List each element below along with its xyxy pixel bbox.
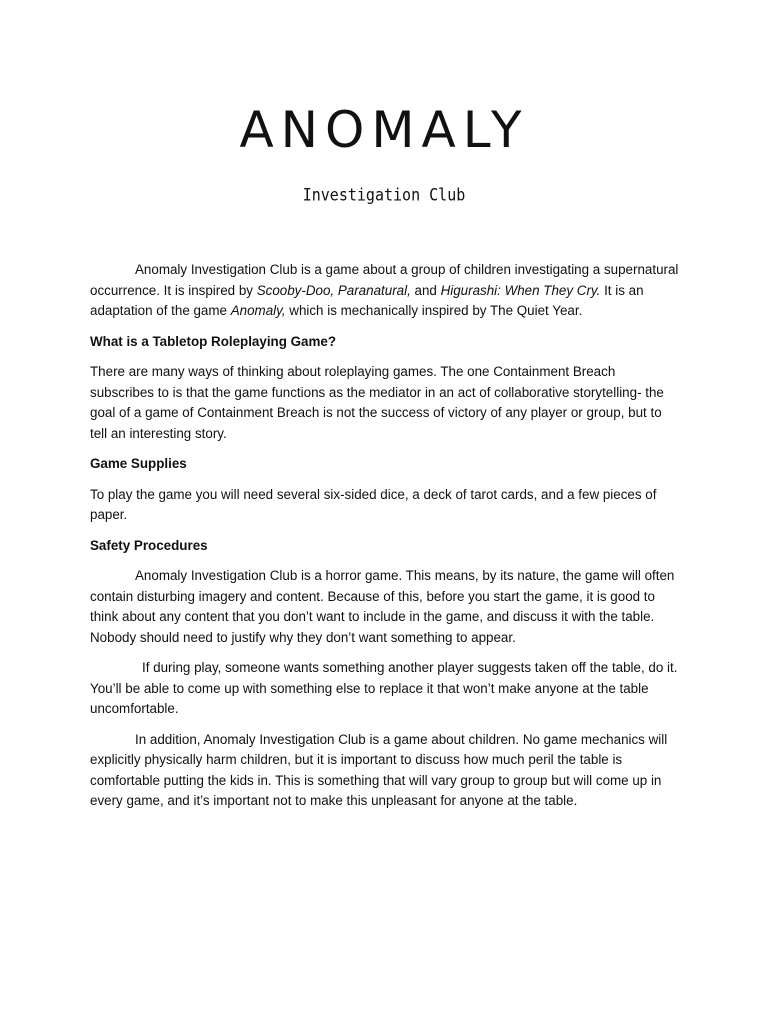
safety-paragraph-1: Anomaly Investigation Club is a horror game. This means, by its nature, the game will often contain disturbing imagery and content. Because of this, before you start the game, it is good to think about any content that you don’t want to include in the game, and discuss it with the table. Nobody should need to justify why they don’t want something to appear. (90, 568, 675, 645)
intro-text-2: and (410, 282, 441, 298)
safety-paragraph-2: If during play, someone wants something another player suggests taken off the table, do it. You’ll be able to come up with something else to replace it that won’t make anyone at the table uncomfortable. (90, 660, 678, 716)
intro-text-4: which is mechanically inspired by The Quiet Year. (285, 303, 583, 318)
intro-italic-1: Scooby-Doo, Paranatural, (256, 282, 411, 298)
intro-italic-2: Higurashi: When They Cry. (440, 282, 601, 298)
supplies-paragraph: To play the game you will need several six-sided dice, a deck of tarot cards, and a few pieces of paper. (90, 486, 657, 522)
intro-paragraph (90, 260, 680, 322)
ttrpg-paragraph: There are many ways of thinking about roleplaying games. The one Containment Breach subscribes to is that the game functions as the mediator in an act of collaborative storytelling- the goal of a game of Containment Breach is not the success of victory of any player or group, but to tell an interesting story. (90, 364, 664, 441)
intro-italic-3: Anomaly, (230, 303, 286, 318)
document-title: ANOMALY (239, 101, 529, 159)
document-body (90, 260, 680, 822)
safety-paragraph-3: In addition, Anomaly Investigation Club is a game about children. No game mechanics will explicitly physically harm children, but it is important to discuss how much peril the table is comfortable putting the kids in. This is something that will vary group to group but will come up in every game, and it’s important not to make this unpleasant for anyone at the table. (90, 731, 668, 808)
safety-heading: Safety Procedures (90, 537, 208, 553)
supplies-heading: Game Supplies (90, 456, 187, 471)
ttrpg-heading: What is a Tabletop Roleplaying Game? (90, 333, 337, 349)
intro-text-3: It is an adaptation of the game (90, 282, 644, 318)
document-subtitle: Investigation Club (302, 184, 466, 206)
intro-text-1: Anomaly Investigation Club is a game about a group of children investigating a supernatural occurrence. It is inspired by (90, 262, 679, 298)
